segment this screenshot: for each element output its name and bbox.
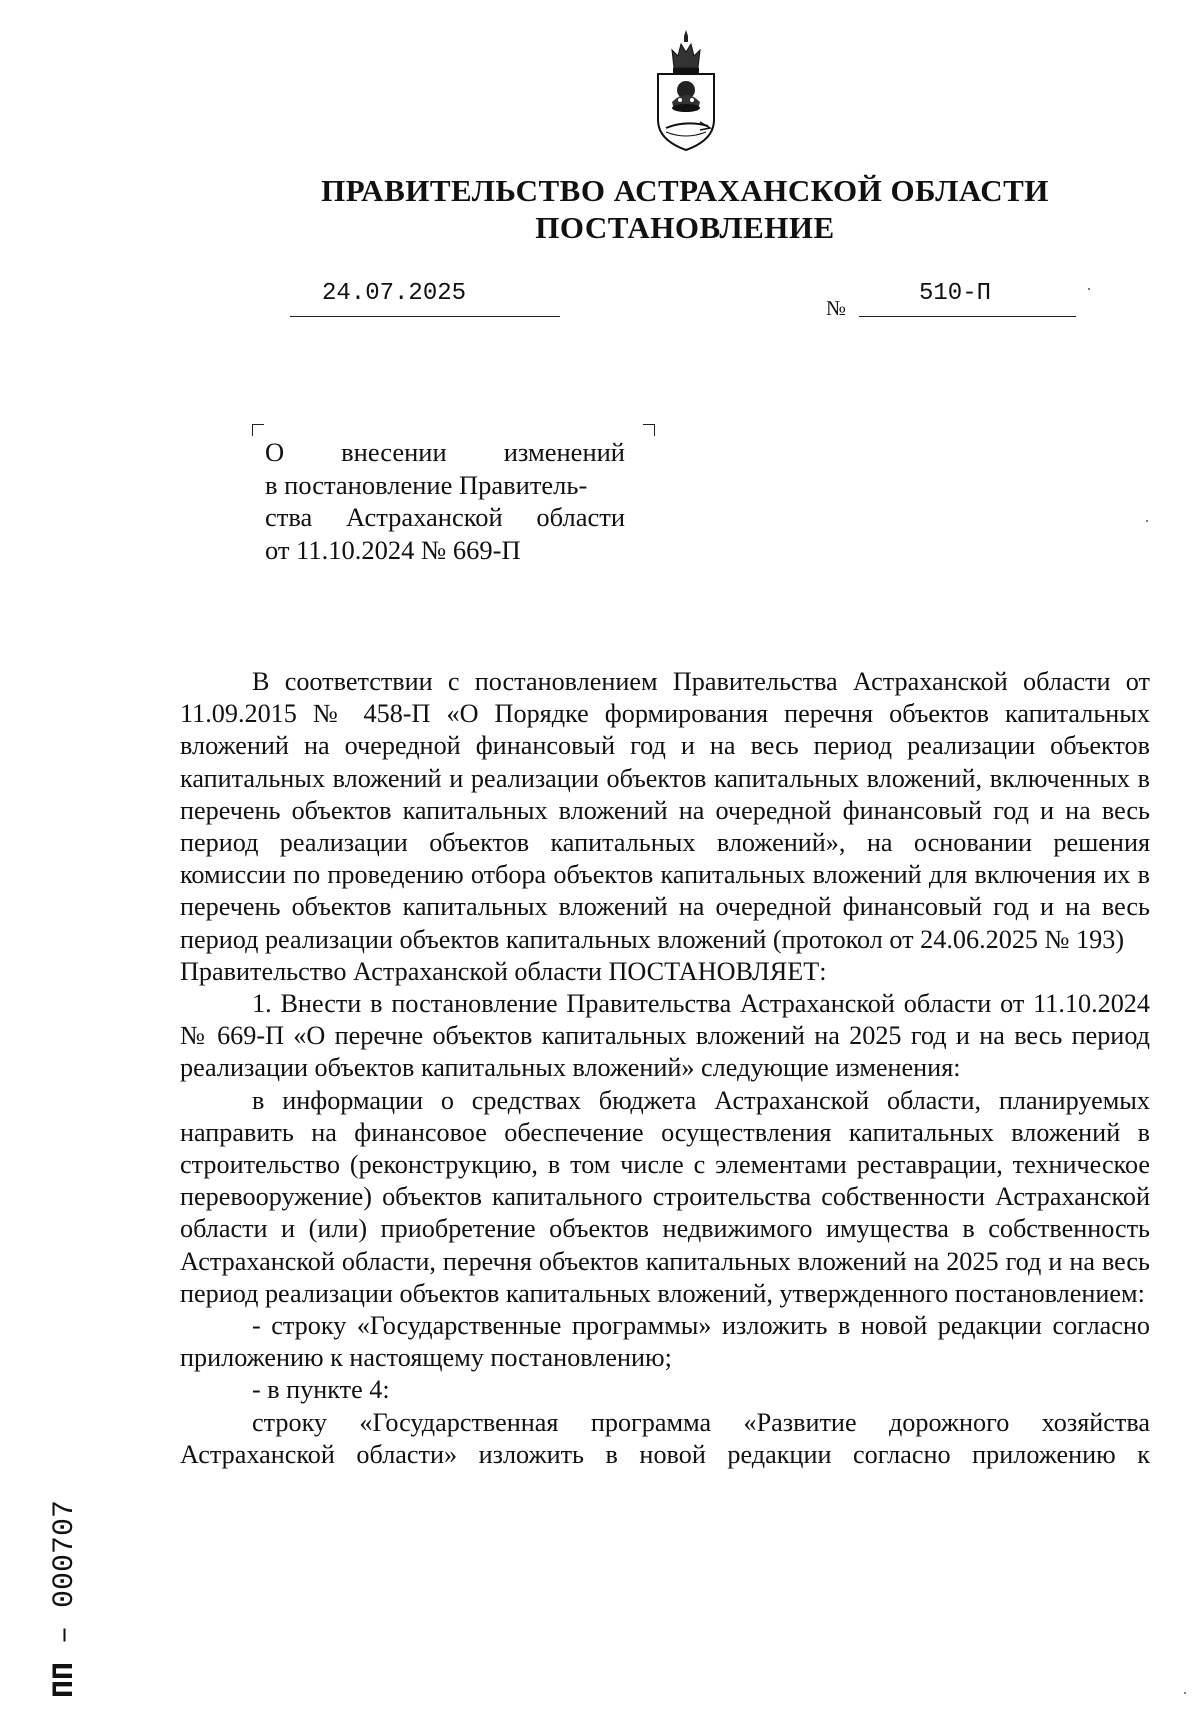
subject-line: в постановление Правитель- bbox=[265, 469, 588, 500]
coat-of-arms-emblem bbox=[648, 28, 724, 154]
scan-speck bbox=[1184, 1692, 1186, 1694]
body-paragraph: строку «Государственная программа «Развитие дорожного хозяйства Астраханской области» изложить в новой редакции согласно приложению к bbox=[180, 1407, 1150, 1469]
subject-corner-left-mark bbox=[252, 424, 264, 436]
subject-line: О внесении изменений bbox=[265, 437, 625, 467]
subject-corner-right-mark bbox=[643, 424, 655, 436]
stamp-prefix: ПП bbox=[48, 1661, 82, 1698]
number-field bbox=[859, 280, 1076, 317]
scan-speck bbox=[1146, 520, 1148, 522]
body-paragraph: - в пункте 4: bbox=[252, 1375, 390, 1405]
stamp-separator: – bbox=[48, 1607, 82, 1662]
side-stamp-text bbox=[48, 1386, 82, 1698]
number-sign: № bbox=[826, 296, 847, 320]
subject-line: от 11.10.2024 № 669-П bbox=[265, 534, 521, 565]
astrakhan-coat-of-arms-icon bbox=[648, 28, 724, 154]
government-title: ПРАВИТЕЛЬСТВО АСТРАХАНСКОЙ ОБЛАСТИ bbox=[321, 173, 1049, 208]
body-paragraph: В соответствии с постановлением Правительства Астраханской области от 11.09.2015 № 458-П «О Порядке формирования перечня объектов капитальных вложений на очередной финансовый год и на весь период реализации объектов капитальных вложений и реализации объектов капитальных вложений, включенных в перечень объектов капитальных вложений на очередной финансовый год и на весь период реализации объектов капитальных вложений», на основании решения комиссии по проведению отбора объектов капитальных вложений для включения их в перечень объектов капитальных вложений на очередной финансовый год и на весь период реализации объектов капитальных вложений (протокол от 24.06.2025 № 193) bbox=[180, 667, 1150, 954]
body-paragraph: в информации о средствах бюджета Астраханской области, планируемых направить на финансовое обеспечение осуществления капитальных вложений в строительство (реконструкцию, в том числе с элементами реставрации, техническое перевооружение) объектов капитального строительства собственности Астраханской области и (или) приобретение объектов недвижимого имущества в собственность Астраханской области, перечня объектов капитальных вложений на 2025 год и на весь период реализации объектов капитальных вложений, утвержденного постановлением: bbox=[180, 1085, 1150, 1308]
body-paragraph: 1. Внести в постановление Правительства Астраханской области от 11.10.2024 № 669-П «О перечне объектов капитальных вложений на 2025 год и на весь период реализации объектов капитальных вложений» следующие изменения: bbox=[180, 989, 1150, 1083]
date-field bbox=[290, 280, 560, 317]
document-subject bbox=[265, 436, 625, 566]
body-paragraph: - строку «Государственные программы» изложить в новой редакции согласно приложению к настоящему постановлению; bbox=[180, 1311, 1150, 1373]
document-body bbox=[180, 666, 1150, 1471]
document-number: 510-П bbox=[919, 280, 992, 307]
subject-line: ства Астраханской области bbox=[265, 502, 625, 532]
scan-speck bbox=[1088, 288, 1090, 290]
stamp-number: 000707 bbox=[48, 1499, 82, 1608]
body-paragraph: Правительство Астраханской области ПОСТАНОВЛЯЕТ: bbox=[180, 956, 827, 986]
side-registration-stamp bbox=[48, 1386, 82, 1698]
document-date: 24.07.2025 bbox=[322, 280, 467, 307]
document-type: ПОСТАНОВЛЕНИЕ bbox=[535, 210, 835, 245]
